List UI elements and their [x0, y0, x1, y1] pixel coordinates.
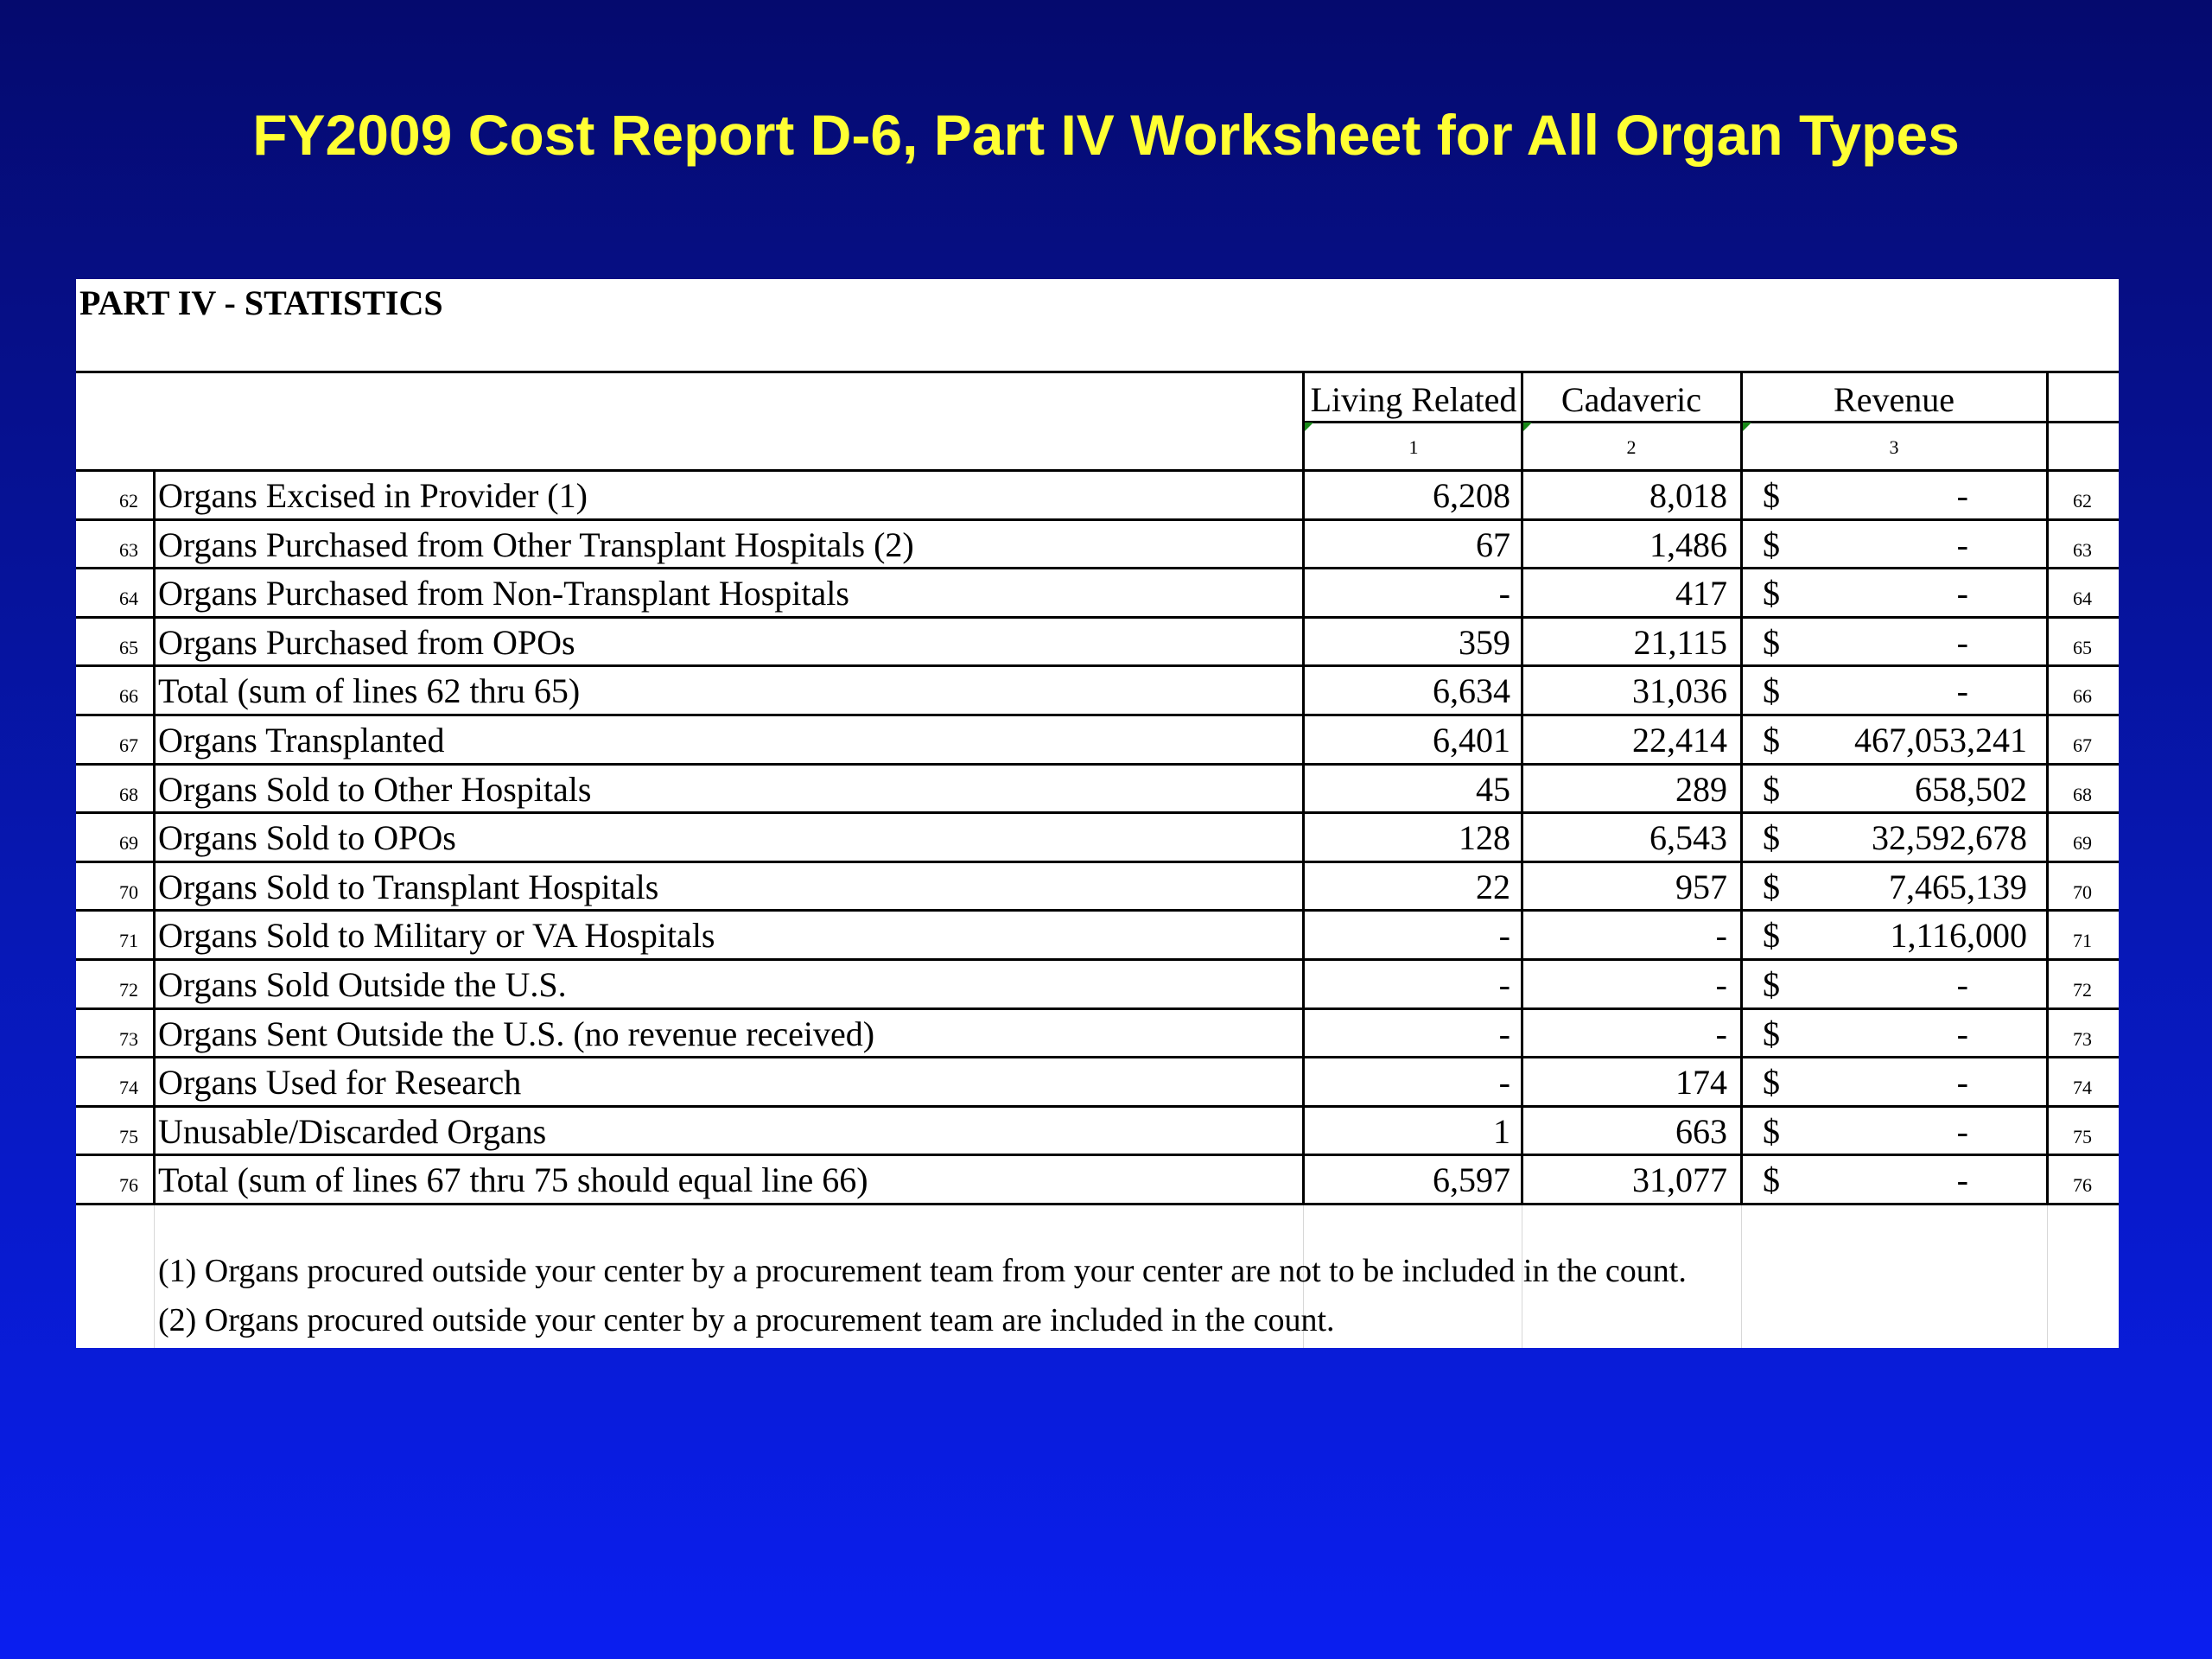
living-related-value: 6,597	[1433, 1160, 1510, 1200]
currency-symbol: $	[1763, 1111, 1780, 1151]
line-number-left: 64	[119, 588, 138, 610]
currency-symbol: $	[1763, 1160, 1780, 1200]
line-number-right: 64	[2073, 588, 2092, 610]
currency-symbol: $	[1763, 916, 1780, 956]
living-related-value: 6,401	[1433, 721, 1510, 760]
revenue-value: 32,592,678	[1872, 818, 2027, 858]
living-related-value: 6,208	[1433, 476, 1510, 515]
row-label: Organs Sold Outside the U.S.	[158, 965, 567, 1004]
line-number-left: 72	[119, 979, 138, 1001]
currency-symbol: $	[1763, 818, 1780, 858]
living-related-value: 359	[1459, 622, 1510, 662]
line-number-left: 74	[119, 1077, 138, 1099]
row-label: Organs Transplanted	[158, 721, 445, 760]
worksheet	[76, 279, 2119, 1348]
currency-symbol: $	[1763, 622, 1780, 662]
cadaveric-value: -	[1715, 1014, 1727, 1053]
cadaveric-value: 1,486	[1649, 524, 1727, 564]
line-number-right: 73	[2073, 1027, 2092, 1050]
cadaveric-value: -	[1715, 965, 1727, 1004]
cadaveric-value: -	[1715, 916, 1727, 956]
revenue-value: -	[1956, 1014, 1968, 1053]
line-number-right: 74	[2073, 1077, 2092, 1099]
line-number-right: 66	[2073, 685, 2092, 708]
revenue-value: 467,053,241	[1854, 721, 2027, 760]
part-title: PART IV - STATISTICS	[79, 283, 443, 322]
line-number-right: 68	[2073, 783, 2092, 805]
worksheet-grid	[76, 279, 2119, 1348]
column-number-1: 1	[1408, 436, 1419, 458]
line-number-left: 66	[119, 685, 138, 708]
line-number-left: 65	[119, 636, 138, 658]
line-number-right: 76	[2073, 1174, 2092, 1197]
revenue-value: -	[1956, 671, 1968, 711]
cadaveric-value: 289	[1675, 769, 1727, 809]
cadaveric-value: 8,018	[1649, 476, 1727, 515]
light-gridline	[1741, 1204, 1742, 1348]
row-border	[76, 1203, 2119, 1205]
living-related-value: 45	[1476, 769, 1510, 809]
currency-symbol: $	[1763, 671, 1780, 711]
header-top-border	[76, 371, 2119, 373]
row-label: Organs Sold to Other Hospitals	[158, 769, 592, 809]
currency-symbol: $	[1763, 965, 1780, 1004]
living-related-value: 128	[1459, 818, 1510, 858]
row-label: Organs Sold to OPOs	[158, 818, 456, 858]
revenue-value: -	[1956, 622, 1968, 662]
revenue-value: -	[1956, 476, 1968, 515]
line-number-right: 62	[2073, 490, 2092, 512]
row-label: Organs Purchased from Other Transplant Hospitals (2)	[158, 524, 914, 564]
living-related-value: -	[1498, 1063, 1510, 1103]
living-related-value: -	[1498, 1014, 1510, 1053]
column-border	[1302, 371, 1305, 1205]
column-border	[153, 469, 156, 1205]
cadaveric-value: 417	[1675, 574, 1727, 613]
column-number-2: 2	[1626, 436, 1637, 458]
living-related-value: -	[1498, 916, 1510, 956]
line-number-left: 69	[119, 832, 138, 855]
currency-symbol: $	[1763, 524, 1780, 564]
line-number-right: 70	[2073, 880, 2092, 903]
line-number-left: 71	[119, 930, 138, 952]
row-label: Organs Sent Outside the U.S. (no revenue received)	[158, 1014, 875, 1053]
line-number-right: 75	[2073, 1125, 2092, 1147]
currency-symbol: $	[1763, 721, 1780, 760]
comment-indicator	[1523, 423, 1532, 431]
cadaveric-value: 21,115	[1633, 622, 1727, 662]
revenue-value: -	[1956, 965, 1968, 1004]
line-number-left: 73	[119, 1027, 138, 1050]
footnote-2: (2) Organs procured outside your center by a procurement team are included in the count.	[158, 1302, 1335, 1338]
revenue-value: -	[1956, 1160, 1968, 1200]
revenue-value: 658,502	[1915, 769, 2027, 809]
light-gridline	[154, 1204, 155, 1348]
row-label: Unusable/Discarded Organs	[158, 1111, 547, 1151]
cadaveric-value: 22,414	[1632, 721, 1727, 760]
row-label: Organs Sold to Transplant Hospitals	[158, 867, 659, 906]
column-header-living: Living Related	[1310, 380, 1517, 419]
row-label: Organs Sold to Military or VA Hospitals	[158, 916, 715, 956]
currency-symbol: $	[1763, 574, 1780, 613]
column-header-revenue: Revenue	[1834, 380, 1955, 419]
line-number-left: 75	[119, 1125, 138, 1147]
column-header-cadaveric: Cadaveric	[1560, 380, 1702, 419]
column-border	[2046, 371, 2049, 1205]
currency-symbol: $	[1763, 769, 1780, 809]
comment-indicator	[1743, 423, 1751, 431]
row-label: Organs Excised in Provider (1)	[158, 476, 588, 515]
cadaveric-value: 174	[1675, 1063, 1727, 1103]
row-label: Organs Purchased from OPOs	[158, 622, 575, 662]
living-related-value: 67	[1476, 524, 1510, 564]
cadaveric-value: 6,543	[1649, 818, 1727, 858]
revenue-value: -	[1956, 524, 1968, 564]
revenue-value: 7,465,139	[1889, 867, 2027, 906]
cadaveric-value: 31,077	[1632, 1160, 1727, 1200]
living-related-value: 6,634	[1433, 671, 1510, 711]
line-number-left: 62	[119, 490, 138, 512]
currency-symbol: $	[1763, 476, 1780, 515]
line-number-right: 67	[2073, 734, 2092, 756]
currency-symbol: $	[1763, 1014, 1780, 1053]
cadaveric-value: 957	[1675, 867, 1727, 906]
slide-title: FY2009 Cost Report D-6, Part IV Worksheet for All Organ Types	[252, 103, 1960, 167]
line-number-left: 76	[119, 1174, 138, 1197]
footnote-1: (1) Organs procured outside your center by a procurement team from your center are not to be included in the count.	[158, 1253, 1687, 1289]
row-label: Organs Purchased from Non-Transplant Hospitals	[158, 574, 849, 613]
light-gridline	[2047, 1204, 2048, 1348]
line-number-right: 69	[2073, 832, 2092, 855]
row-label: Total (sum of lines 62 thru 65)	[158, 671, 581, 711]
column-number-3: 3	[1889, 436, 1899, 458]
line-number-left: 68	[119, 783, 138, 805]
line-number-left: 67	[119, 734, 138, 756]
comment-indicator	[1305, 423, 1313, 431]
row-label: Organs Used for Research	[158, 1063, 522, 1103]
column-border	[1521, 371, 1523, 1205]
living-related-value: -	[1498, 965, 1510, 1004]
line-number-right: 65	[2073, 636, 2092, 658]
line-number-right: 63	[2073, 538, 2092, 561]
currency-symbol: $	[1763, 1063, 1780, 1103]
currency-symbol: $	[1763, 867, 1780, 906]
living-related-value: 1	[1493, 1111, 1510, 1151]
revenue-value: -	[1956, 1111, 1968, 1151]
column-border	[1740, 371, 1743, 1205]
cadaveric-value: 663	[1675, 1111, 1727, 1151]
row-label: Total (sum of lines 67 thru 75 should equal line 66)	[158, 1160, 868, 1200]
living-related-value: -	[1498, 574, 1510, 613]
revenue-value: 1,116,000	[1890, 916, 2027, 956]
line-number-right: 72	[2073, 979, 2092, 1001]
cadaveric-value: 31,036	[1632, 671, 1727, 711]
revenue-value: -	[1956, 574, 1968, 613]
living-related-value: 22	[1476, 867, 1510, 906]
line-number-left: 70	[119, 880, 138, 903]
line-number-left: 63	[119, 538, 138, 561]
line-number-right: 71	[2073, 930, 2092, 952]
revenue-value: -	[1956, 1063, 1968, 1103]
